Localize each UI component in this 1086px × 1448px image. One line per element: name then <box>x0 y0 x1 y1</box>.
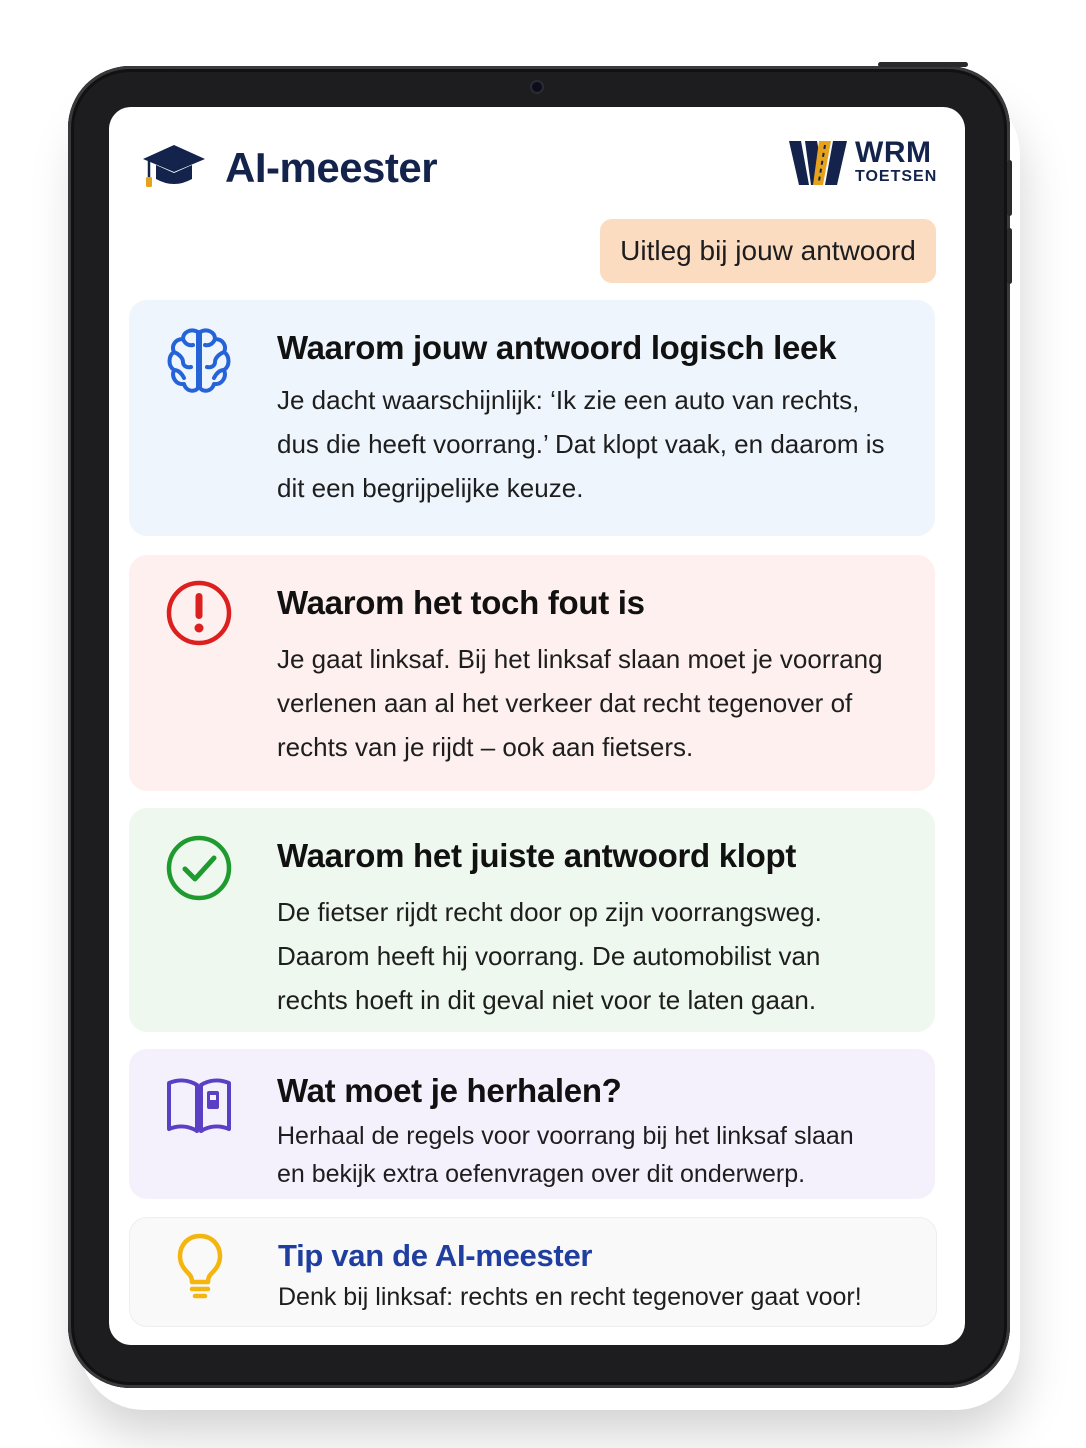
card-why-wrong <box>129 555 935 791</box>
card-title: Waarom het juiste antwoord klopt <box>277 837 797 874</box>
card-what-to-review <box>129 1049 935 1199</box>
app-header <box>109 107 965 217</box>
graduation-cap-icon <box>141 141 207 191</box>
card-body: De fietser rijdt recht door op zijn voorrangsweg. Daarom heeft hij voorrang. De automobilist van rechts hoeft in dit geval niet voor te laten gaan. <box>277 897 822 1015</box>
logo-word: WRM <box>855 136 932 169</box>
logo-subtitle: TOETSEN <box>855 168 938 185</box>
card-body: Denk bij linksaf: rechts en recht tegenover gaat voor! <box>278 1283 862 1311</box>
card-body: Je gaat linksaf. Bij het linksaf slaan moet je voorrang verlenen aan al het verkeer dat recht tegenover of rechts van je rijdt – ook aan fietsers. <box>277 644 883 762</box>
card-why-logical <box>129 300 935 536</box>
card-title: Wat moet je herhalen? <box>277 1072 622 1109</box>
brand-logo <box>789 137 939 189</box>
wrm-logo-mark-icon <box>789 139 849 187</box>
card-why-correct <box>129 808 935 1032</box>
card-title: Waarom jouw antwoord logisch leek <box>277 329 837 366</box>
alert-icon <box>163 577 235 649</box>
brain-icon <box>163 324 235 396</box>
app-title: AI-meester <box>225 144 438 191</box>
power-button <box>878 62 968 67</box>
lightbulb-icon <box>164 1230 236 1302</box>
explanation-tag: Uitleg bij jouw antwoord <box>600 219 936 283</box>
front-camera <box>532 82 542 92</box>
tablet-screen <box>109 107 965 1345</box>
card-body: Herhaal de regels voor voorrang bij het linksaf slaan en bekijk extra oefenvragen over dit onderwerp. <box>277 1122 854 1188</box>
volume-up-button <box>1007 160 1012 216</box>
card-title: Tip van de AI-meester <box>278 1238 593 1273</box>
card-body: Je dacht waarschijnlijk: ‘Ik zie een auto van rechts, dus die heeft voorrang.’ Dat klopt vaak, en daarom is dit een begrijpelijke keuze. <box>277 385 885 503</box>
volume-down-button <box>1007 228 1012 284</box>
card-title: Waarom het toch fout is <box>277 584 645 621</box>
card-tip <box>129 1217 937 1327</box>
book-icon <box>163 1069 235 1141</box>
check-circle-icon <box>163 832 235 904</box>
